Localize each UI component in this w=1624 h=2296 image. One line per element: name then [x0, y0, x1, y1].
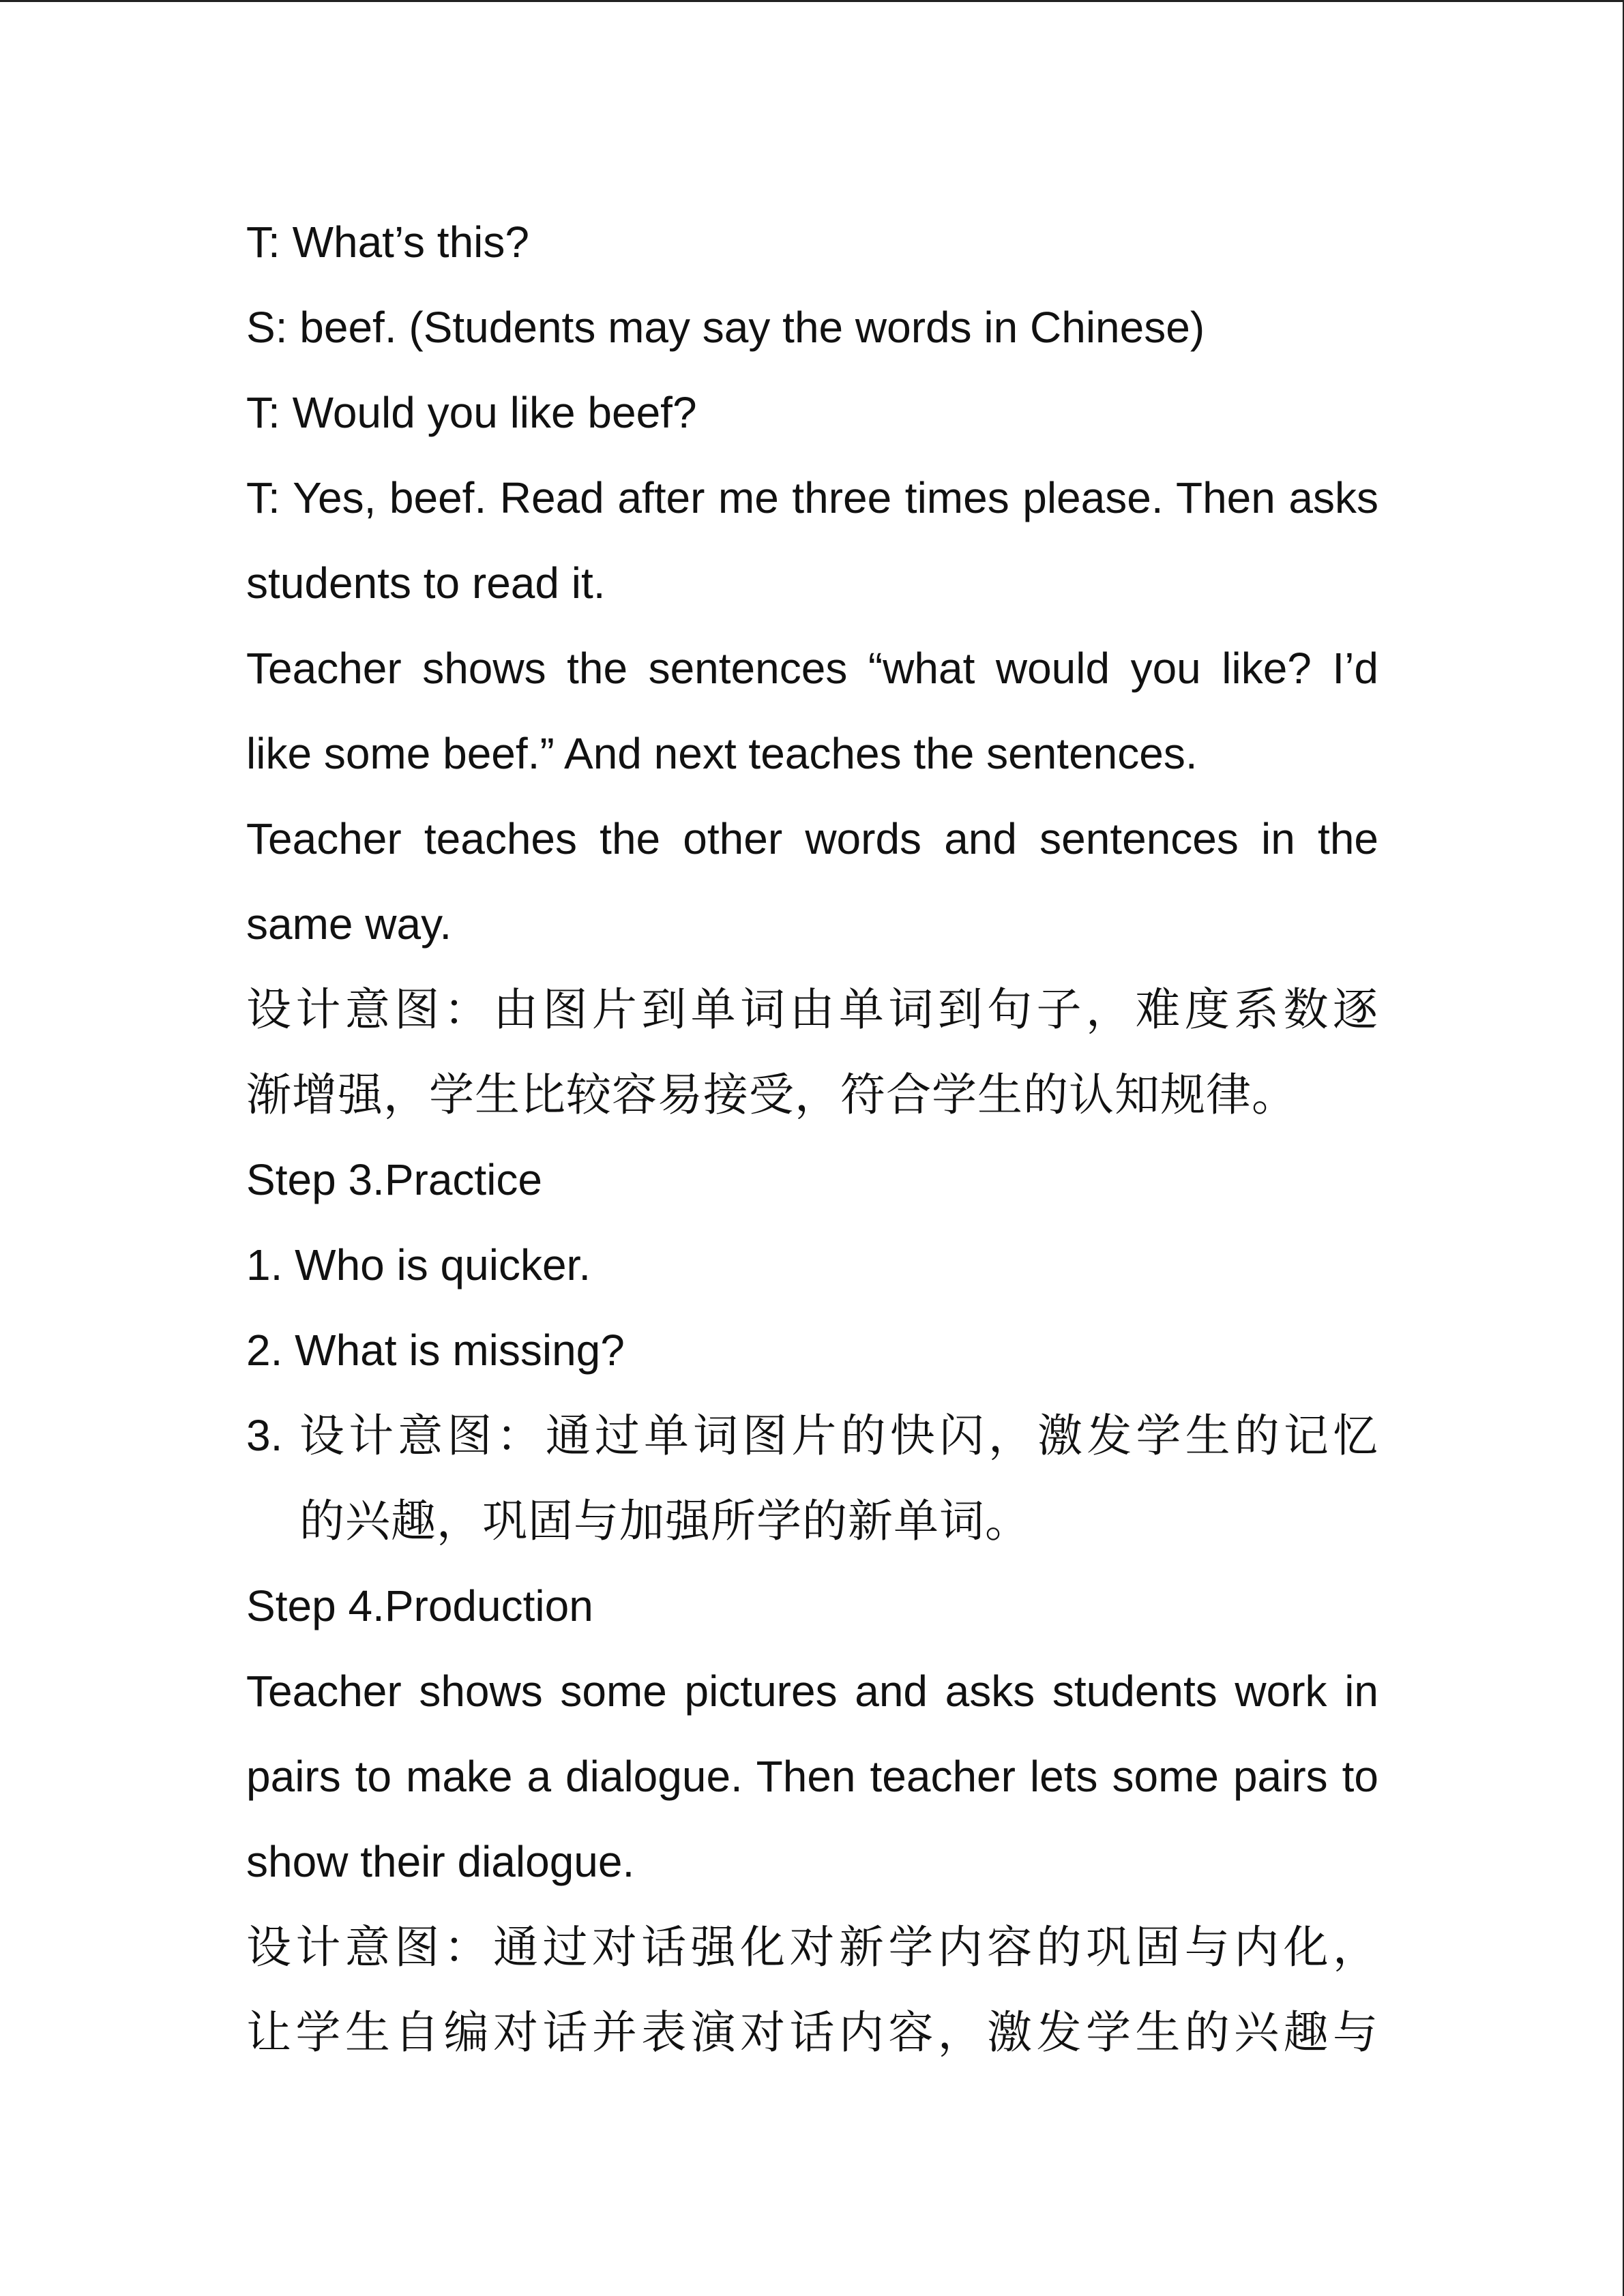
paragraph-line: show their dialogue.	[246, 1837, 635, 1886]
list-item-body	[299, 1393, 1378, 1564]
design-intent-line: 设计意图：通过单词图片的快闪，激发学生的记忆	[299, 1410, 1378, 1462]
design-intent-line: 设计意图：通过对话强化对新学内容的巩固与内化，	[246, 1921, 1378, 1973]
design-intent-line: 让学生自编对话并表演对话内容，激发学生的兴趣与	[246, 2006, 1378, 2059]
design-intent-line: 设计意图：由图片到单词由单词到句子，难度系数逐	[246, 983, 1378, 1036]
document-body	[246, 200, 1378, 2075]
step-heading: Step 4.Production	[246, 1581, 593, 1630]
list-item: 1. Who is quicker.	[246, 1240, 591, 1289]
paragraph-line: Teacher teaches the other words and sentences in the	[246, 814, 1378, 863]
dialogue-line: S: beef. (Students may say the words in Chinese)	[246, 303, 1205, 352]
list-item-number: 3.	[246, 1411, 283, 1460]
paragraph-line: Teacher shows some pictures and asks students work in	[246, 1667, 1378, 1716]
dialogue-line: T: Would you like beef?	[246, 388, 697, 437]
dialogue-line: T: Yes, beef. Read after me three times please. Then asks	[246, 473, 1378, 522]
list-item	[246, 1393, 1378, 1564]
step-heading: Step 3.Practice	[246, 1155, 542, 1204]
list-item: 2. What is missing?	[246, 1326, 625, 1375]
design-intent-line: 渐增强，学生比较容易接受，符合学生的认知规律。	[246, 1069, 1297, 1121]
paragraph-line: pairs to make a dialogue. Then teacher lets some pairs to	[246, 1752, 1378, 1801]
dialogue-line: T: What’s this?	[246, 218, 529, 267]
dialogue-line: students to read it.	[246, 558, 606, 608]
paragraph-line: Teacher shows the sentences “what would you like? I’d	[246, 644, 1378, 693]
design-intent-line: 的兴趣，巩固与加强所学的新单词。	[299, 1495, 1031, 1547]
paragraph-line: same way.	[246, 899, 452, 949]
paragraph-line: like some beef.” And next teaches the sentences.	[246, 729, 1198, 778]
